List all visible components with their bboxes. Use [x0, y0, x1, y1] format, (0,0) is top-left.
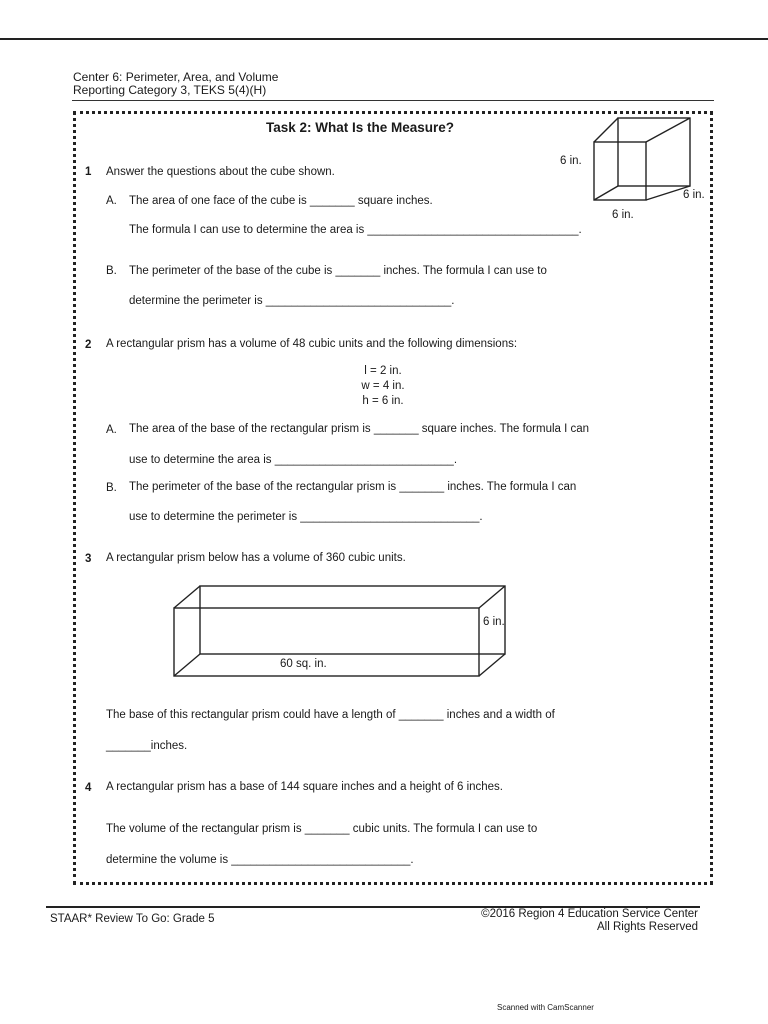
footer-copyright: ©2016 Region 4 Education Service Center	[481, 908, 698, 920]
q4-line2: determine the volume is ____________________________.	[106, 854, 414, 866]
q1-b-line1: The perimeter of the base of the cube is _______ inches. The formula I can use to	[129, 265, 547, 277]
top-rule	[0, 38, 768, 40]
q3-line1: The base of this rectangular prism could have a length of _______ inches and a width of	[106, 709, 555, 721]
prism-height-label: 6 in.	[483, 616, 505, 628]
q2-b-line2: use to determine the perimeter is ____________________________.	[129, 511, 483, 523]
q1-stem: Answer the questions about the cube shown.	[106, 166, 335, 178]
reporting-category: Reporting Category 3, TEKS 5(4)(H)	[73, 83, 267, 97]
cube-height-label: 6 in.	[560, 155, 582, 167]
footer-left: STAAR* Review To Go: Grade 5	[50, 913, 215, 925]
q4-stem: A rectangular prism has a base of 144 square inches and a height of 6 inches.	[106, 781, 504, 793]
cube-front-face	[594, 142, 646, 200]
prism-back-face	[200, 586, 505, 654]
q1-a-line1: The area of one face of the cube is _______ square inches.	[129, 195, 433, 207]
center-heading: Center 6: Perimeter, Area, and Volume	[73, 70, 279, 84]
q2-number: 2	[85, 339, 92, 351]
q3-stem: A rectangular prism below has a volume of 360 cubic units.	[106, 552, 406, 564]
q1-b-letter: B.	[106, 265, 117, 277]
q2-a-line1: The area of the base of the rectangular prism is _______ square inches. The formula I can	[129, 423, 590, 435]
q1-a-line2: The formula I can use to determine the area is _________________________________.	[129, 224, 582, 236]
q3-line2: _______inches.	[106, 740, 188, 752]
q2-dim-width: w = 4 in.	[361, 380, 405, 392]
q2-dim-height: h = 6 in.	[362, 395, 404, 407]
q2-a-letter: A.	[106, 424, 117, 436]
q1-b-line2: determine the perimeter is _____________________________.	[129, 295, 455, 307]
q2-b-letter: B.	[106, 482, 117, 494]
q1-a-letter: A.	[106, 195, 117, 207]
footer-rights: All Rights Reserved	[597, 921, 698, 933]
q1-number: 1	[85, 166, 92, 178]
cube-width-label: 6 in.	[612, 209, 634, 221]
q3-number: 3	[85, 553, 92, 565]
prism-base-label: 60 sq. in.	[280, 658, 327, 670]
q2-stem: A rectangular prism has a volume of 48 cubic units and the following dimensions:	[106, 338, 518, 350]
q2-b-line1: The perimeter of the base of the rectangular prism is _______ inches. The formula I can	[129, 481, 577, 493]
q2-dim-length: l = 2 in.	[364, 365, 402, 377]
scanner-watermark: Scanned with CamScanner	[497, 1003, 594, 1012]
q2-a-line2: use to determine the area is ____________________________.	[129, 454, 458, 466]
cube-back-face	[618, 118, 690, 186]
rect-prism-figure	[170, 582, 515, 682]
q4-number: 4	[85, 782, 92, 794]
header-rule	[72, 100, 714, 101]
task-title: Task 2: What Is the Measure?	[266, 120, 455, 135]
q4-line1: The volume of the rectangular prism is _______ cubic units. The formula I can use to	[106, 823, 538, 835]
cube-depth-label: 6 in.	[683, 189, 705, 201]
